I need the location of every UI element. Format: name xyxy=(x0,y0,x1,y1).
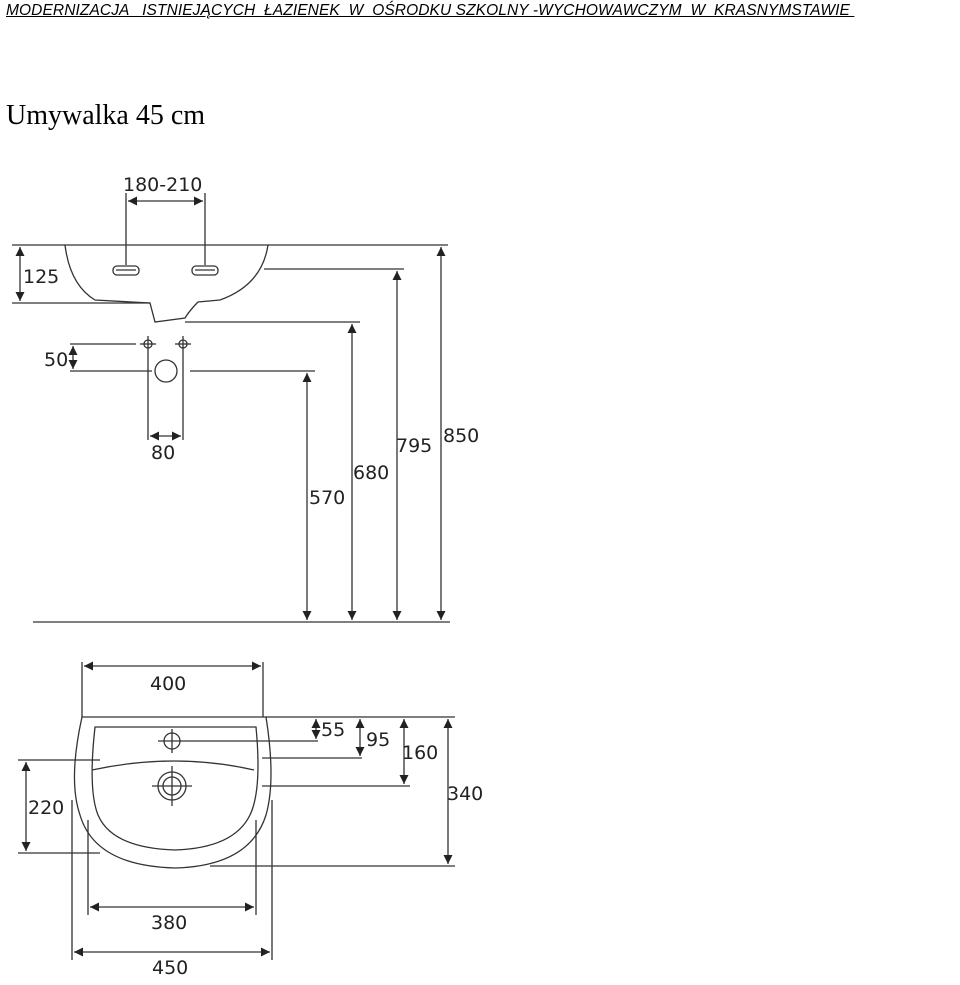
dim-label-795: 795 xyxy=(396,435,433,457)
dimension-labels xyxy=(23,174,483,979)
side-view xyxy=(12,193,450,622)
dim-label-80: 80 xyxy=(151,442,176,464)
dim-label-50: 50 xyxy=(44,349,69,371)
top-view xyxy=(18,662,455,960)
dim-label-380: 380 xyxy=(151,912,188,934)
dim-label-55: 55 xyxy=(321,719,346,741)
dim-label-850: 850 xyxy=(443,425,480,447)
dim-label-95: 95 xyxy=(366,729,391,751)
basin-side-profile xyxy=(65,245,268,322)
dim-label-400: 400 xyxy=(150,673,187,695)
basin-outer-outline xyxy=(74,717,271,868)
dim-label-680: 680 xyxy=(353,462,390,484)
basin-bowl-rim xyxy=(92,761,254,770)
dim-label-570: 570 xyxy=(309,487,346,509)
document-title: Umywalka 45 cm xyxy=(6,100,206,131)
drain-pipe xyxy=(155,360,177,382)
dim-label-125: 125 xyxy=(23,266,60,288)
dim-label-340: 340 xyxy=(447,783,484,805)
dim-label-180-210: 180-210 xyxy=(123,174,203,196)
document-header: MODERNIZACJA ISTNIEJĄCYCH ŁAZIENEK W OŚRODKU SZKOLNY -WYCHOWAWCZYM W KRASNYMSTAWIE xyxy=(6,2,855,19)
dim-label-220: 220 xyxy=(28,797,65,819)
basin-inner-bowl xyxy=(92,727,258,850)
dim-label-160: 160 xyxy=(402,742,439,764)
dim-label-450: 450 xyxy=(152,957,189,979)
